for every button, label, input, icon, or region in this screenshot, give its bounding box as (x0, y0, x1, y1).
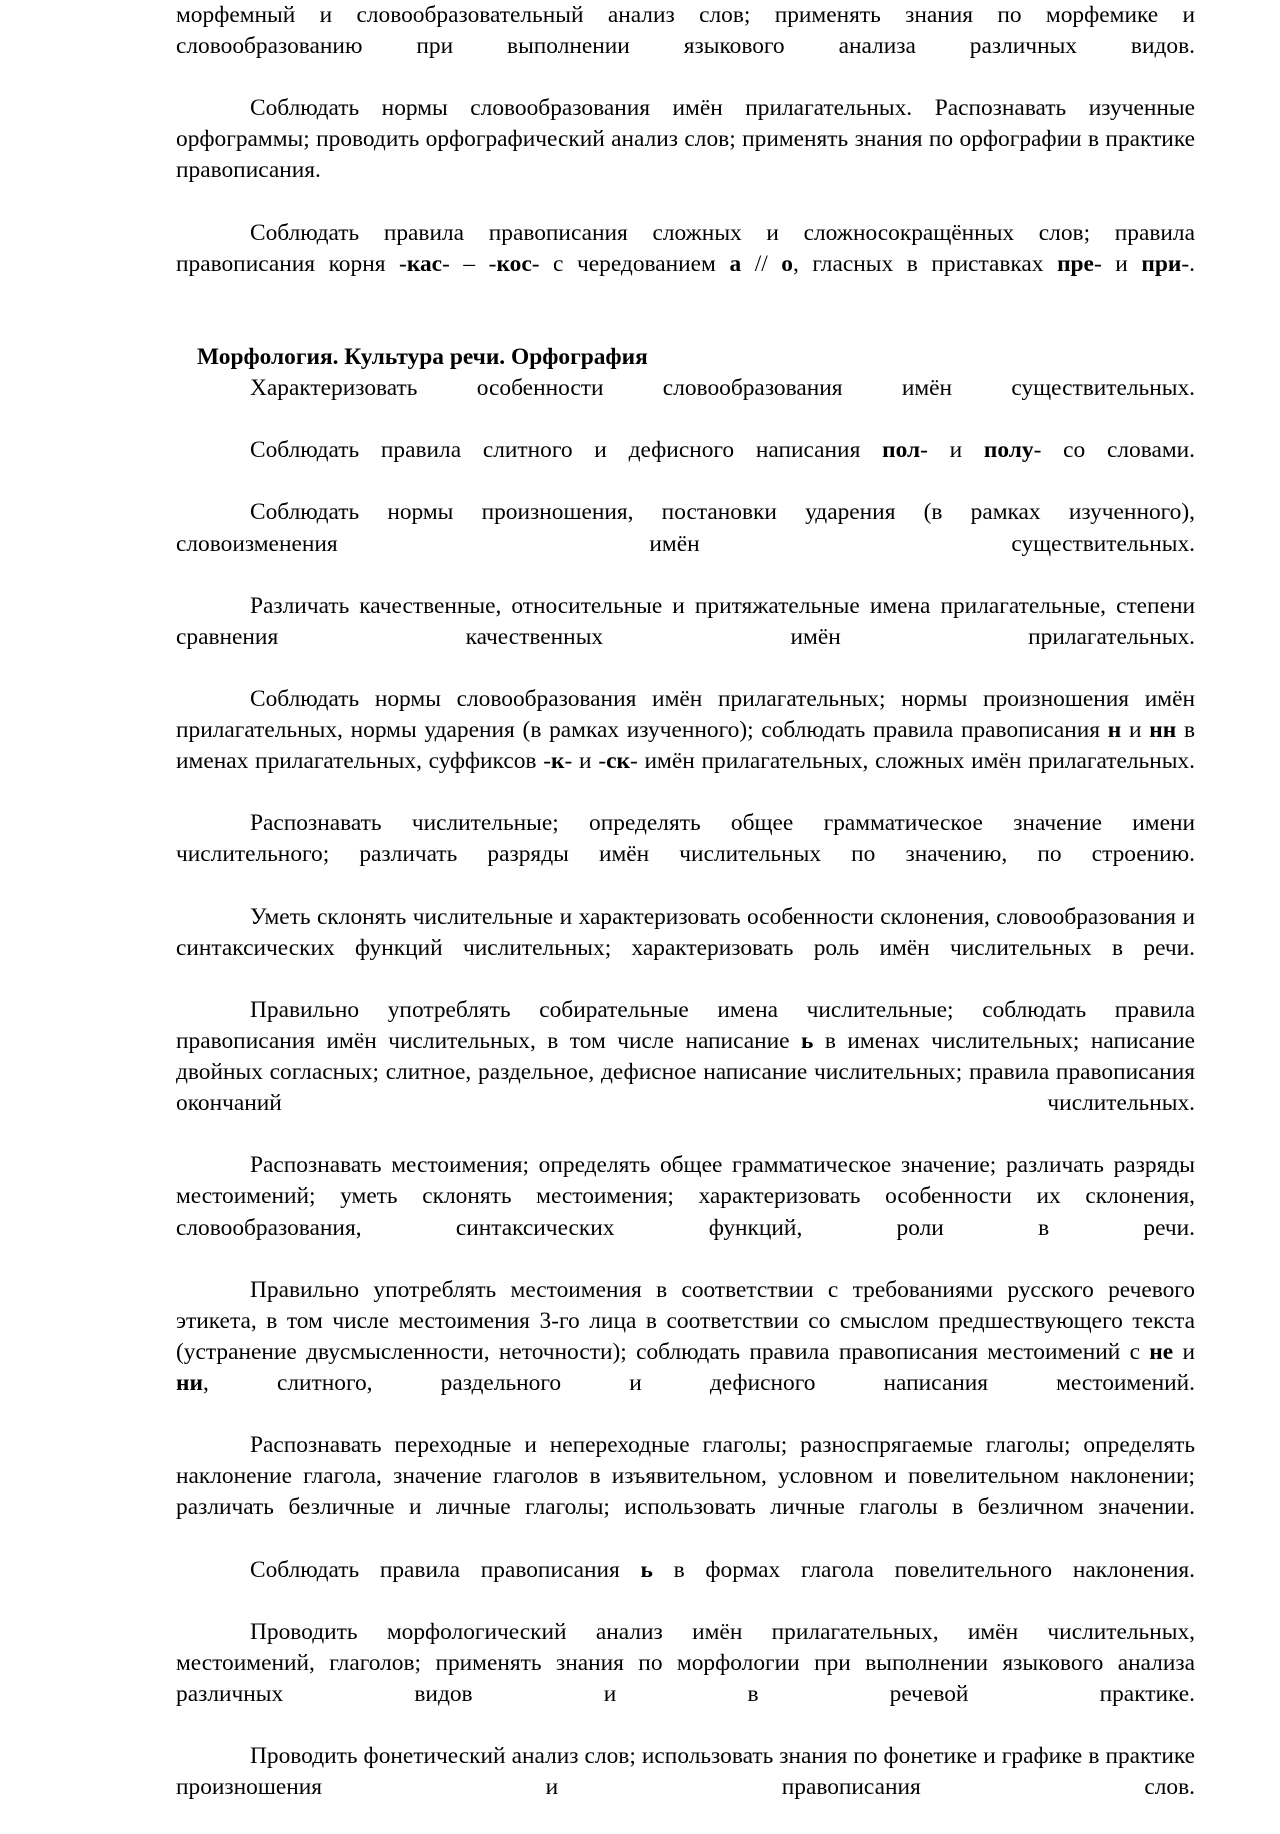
paragraph-numerals-declension (176, 902, 1195, 995)
paragraph-morphemic-analysis (176, 0, 1195, 93)
paragraph-pronouns-etiquette-ne-ni-run-2: и (1173, 1338, 1195, 1365)
paragraph-pol-polu-spelling-run-0: Соблюдать правила слитного и дефисного написания (250, 437, 883, 464)
paragraph-pronouns-etiquette-ne-ni-run-3: ни (176, 1370, 203, 1397)
paragraph-verbs-transitivity-mood (176, 1430, 1195, 1554)
paragraph-numerals-recognition-run-0: Распознавать числительные; определять общее грамматическое значение имени числительного; различать разряды имён числительных по значению, по строению. (176, 810, 1195, 868)
paragraph-compound-words-spelling-run-9: пре (1057, 250, 1094, 277)
paragraph-adjective-norms-n-nn-run-0: Соблюдать нормы словообразования имён прилагательных; нормы произношения имён прилагательных, нормы ударения (в рамках изученного); соблюдать правила правописания (176, 685, 1195, 744)
section-heading-morphology (176, 342, 1195, 373)
paragraph-morphemic-analysis-run-0: морфемный и словообразовательный анализ слов; применять знания по морфемике и словообразованию при выполнении языкового анализа различных видов. (176, 2, 1195, 60)
paragraph-compound-words-spelling-run-3: кос (496, 250, 532, 277)
paragraph-adjective-word-formation-norms (176, 93, 1195, 217)
paragraph-compound-words-spelling (176, 218, 1195, 311)
paragraph-pronouns-etiquette-ne-ni-run-4: , слитного, раздельного и дефисного написания местоимений. (202, 1370, 1195, 1397)
paragraph-verbs-transitivity-mood-run-0: Распознавать переходные и непереходные глаголы; разноспрягаемые глаголы; определять наклонение глагола, значение глаголов в изъявительном, условном и повелительном наклонении; различать безличные и личные глаголы; использовать личные глаголы в безличном значении. (176, 1432, 1195, 1521)
paragraph-morphological-analysis-run-0: Проводить морфологический анализ имён прилагательных, имён числительных, местоимений, глаголов; применять знания по морфологии при выполнении языкового анализа различных видов и в речевой практике. (176, 1618, 1195, 1707)
paragraph-adjective-norms-n-nn-run-2: и (1121, 717, 1150, 744)
paragraph-compound-words-spelling-run-0: Соблюдать правила правописания сложных и сложносокращённых слов; правила правописания корня - (176, 219, 1195, 277)
paragraph-adjective-norms-n-nn-run-5: к (551, 748, 565, 775)
paragraph-compound-words-spelling-run-2: - – - (442, 250, 497, 277)
paragraph-pol-polu-spelling-run-1: пол (882, 437, 921, 464)
paragraph-pronouns-etiquette-ne-ni (176, 1275, 1195, 1430)
paragraph-pronouns-etiquette-ne-ni-run-1: не (1149, 1338, 1174, 1365)
paragraph-soft-sign-imperative-run-2: в формах глагола повелительного наклонения. (652, 1556, 1195, 1583)
paragraph-numerals-recognition (176, 808, 1195, 901)
paragraph-noun-word-formation-run-0: Характеризовать особенности словообразования имён существительных. (250, 375, 1195, 402)
paragraph-adjective-categories-run-0: Различать качественные, относительные и притяжательные имена прилагательные, степени сравнения качественных имён прилагательных. (176, 592, 1195, 650)
document-text-body (176, 0, 1195, 1834)
paragraph-compound-words-spelling-run-11: при (1141, 250, 1182, 277)
paragraph-pronouns-recognition-run-0: Распознавать местоимения; определять общее грамматическое значение; различать разряды местоимений; уметь склонять местоимения; характеризовать особенности их склонения, словообразования, синтаксических функций, роли в речи. (176, 1152, 1195, 1241)
paragraph-pol-polu-spelling (176, 435, 1195, 497)
heading-spacer (176, 311, 1195, 342)
paragraph-phonetic-analysis (176, 1741, 1195, 1834)
paragraph-adjective-norms-n-nn-run-4: в именах прилагательных, суффиксов - (176, 717, 1195, 775)
paragraph-pol-polu-spelling-run-2: - и (920, 437, 984, 464)
paragraph-compound-words-spelling-run-12: -. (1181, 250, 1195, 277)
section-heading-morphology-run-0: Морфология. Культура речи. Орфография (197, 343, 648, 370)
paragraph-compound-words-spelling-run-4: - с чередованием (531, 250, 730, 277)
paragraph-soft-sign-imperative-run-1: ь (640, 1556, 653, 1583)
paragraph-numerals-declension-run-0: Уметь склонять числительные и характеризовать особенности склонения, словообразования и синтаксических функций числительных; характеризовать роль имён числительных в речи. (176, 903, 1195, 961)
paragraph-compound-words-spelling-run-10: - и (1093, 250, 1142, 277)
paragraph-adjective-norms-n-nn-run-6: - и - (564, 748, 607, 775)
paragraph-compound-words-spelling-run-7: о (781, 250, 793, 277)
paragraph-pronunciation-norms-nouns (176, 497, 1195, 590)
paragraph-morphological-analysis (176, 1617, 1195, 1741)
paragraph-collective-numerals-spelling-run-2: в именах числительных; написание двойных согласных; слитное, раздельное, дефисное написание числительных; правила правописания окончаний числительных. (176, 1028, 1195, 1117)
paragraph-adjective-word-formation-norms-run-0: Соблюдать нормы словообразования имён прилагательных. Распознавать изученные орфограммы; проводить орфографический анализ слов; применять знания по орфографии в практике правописания. (176, 95, 1195, 184)
paragraph-soft-sign-imperative-run-0: Соблюдать правила правописания (250, 1556, 641, 1583)
paragraph-adjective-norms-n-nn-run-7: ск (606, 748, 630, 775)
paragraph-adjective-norms-n-nn (176, 684, 1195, 808)
paragraph-adjective-norms-n-nn-run-1: н (1107, 717, 1122, 744)
paragraph-compound-words-spelling-run-5: а (729, 250, 742, 277)
paragraph-collective-numerals-spelling (176, 995, 1195, 1150)
paragraph-compound-words-spelling-run-8: , гласных в приставках (792, 250, 1058, 277)
paragraph-adjective-norms-n-nn-run-8: - имён прилагательных, сложных имён прилагательных. (629, 748, 1195, 775)
paragraph-compound-words-spelling-run-6: // (741, 250, 782, 277)
paragraph-pol-polu-spelling-run-3: полу (983, 437, 1034, 464)
paragraph-pronouns-recognition (176, 1150, 1195, 1274)
paragraph-noun-word-formation (176, 373, 1195, 435)
paragraph-adjective-categories (176, 591, 1195, 684)
paragraph-compound-words-spelling-run-1: кас (406, 250, 443, 277)
paragraph-pronouns-etiquette-ne-ni-run-0: Правильно употреблять местоимения в соответствии с требованиями русского речевого этикета, в том числе местоимения 3-го лица в соответствии со смыслом предшествующего текста (устранение двусмысленности, неточности); соблюдать правила правописания местоимений с (176, 1276, 1195, 1365)
paragraph-pol-polu-spelling-run-4: - со словами. (1033, 437, 1195, 464)
paragraph-phonetic-analysis-run-0: Проводить фонетический анализ слов; использовать знания по фонетике и графике в практике произношения и правописания слов. (176, 1743, 1195, 1801)
paragraph-collective-numerals-spelling-run-0: Правильно употреблять собирательные имена числительные; соблюдать правила правописания имён числительных, в том числе написание (176, 996, 1195, 1054)
paragraph-pronunciation-norms-nouns-run-0: Соблюдать нормы произношения, постановки ударения (в рамках изученного), словоизменения имён существительных. (176, 499, 1195, 557)
paragraph-collective-numerals-spelling-run-1: ь (801, 1028, 814, 1054)
paragraph-adjective-norms-n-nn-run-3: нн (1149, 717, 1177, 744)
paragraph-soft-sign-imperative (176, 1555, 1195, 1617)
